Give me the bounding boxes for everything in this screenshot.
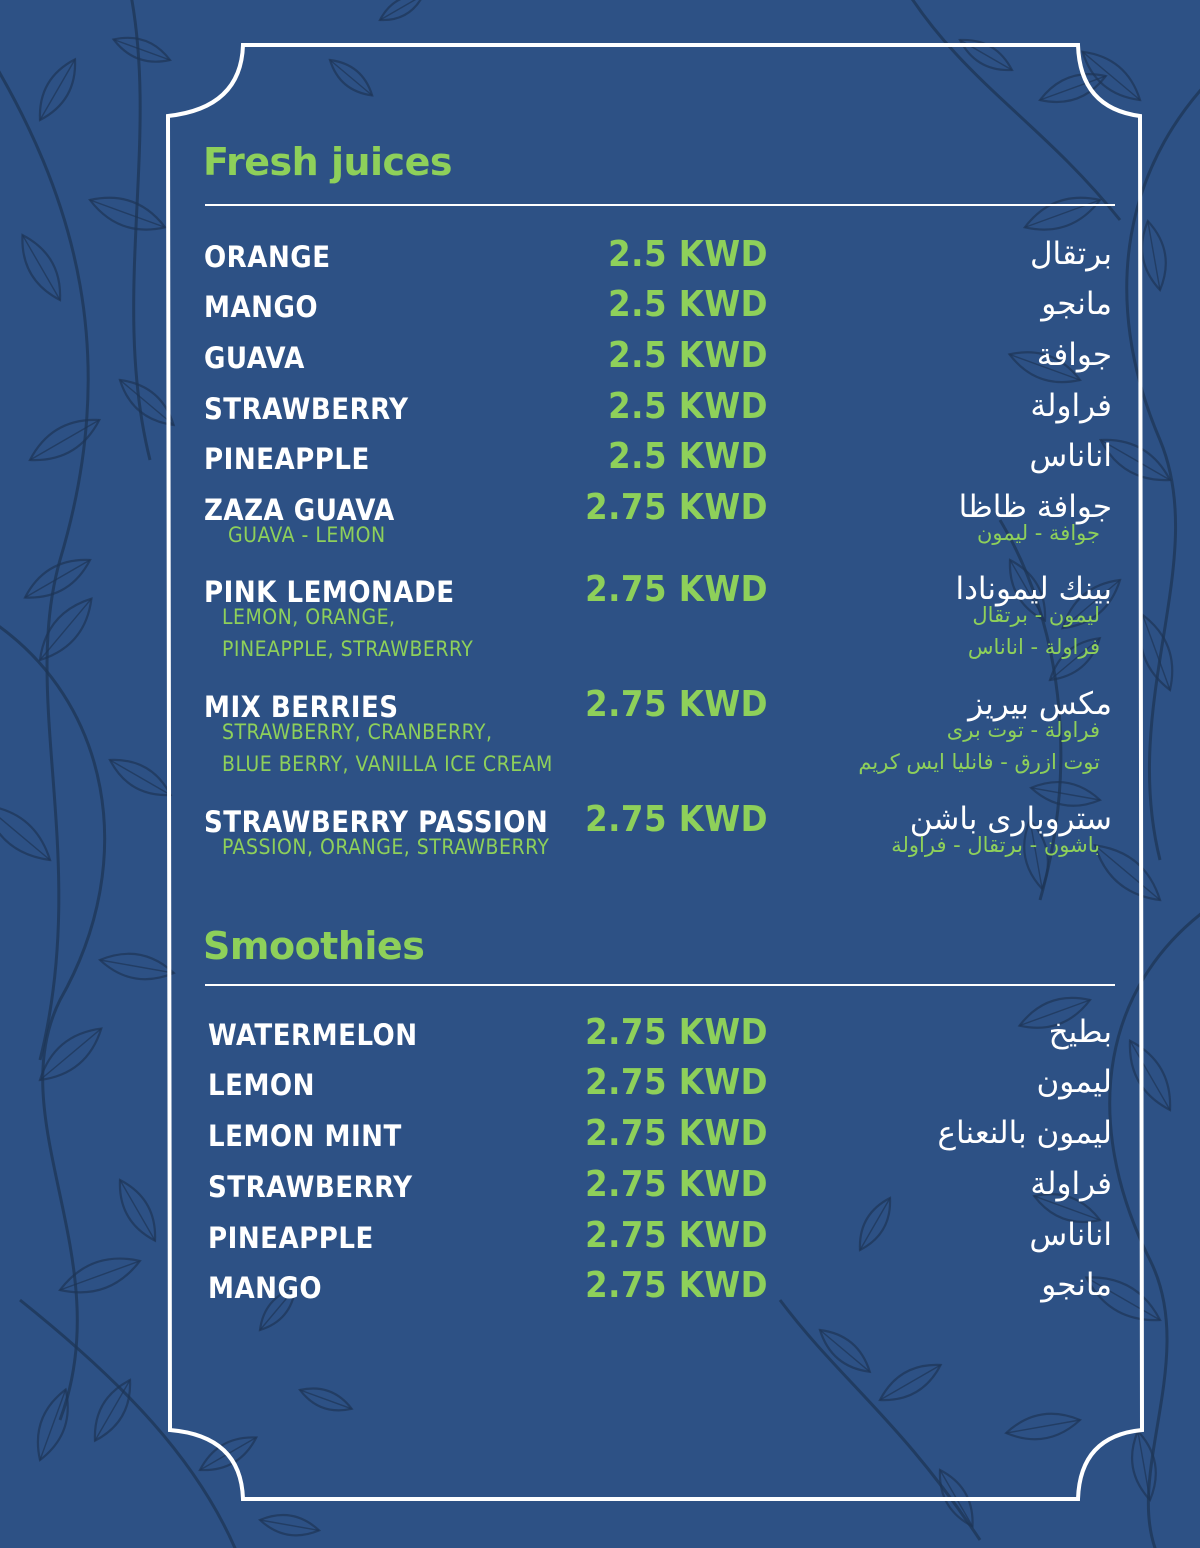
item-price: 2.5 KWD: [608, 335, 768, 376]
item-price: 2.75 KWD: [585, 1164, 768, 1205]
item-name-arabic: اناناس: [1029, 1217, 1112, 1253]
section-title: Smoothies: [203, 924, 425, 968]
item-price: 2.75 KWD: [585, 487, 768, 528]
item-name-arabic: برتقال: [1029, 236, 1112, 272]
item-name-arabic: اناناس: [1029, 438, 1112, 474]
item-ingredients-arabic: ليمون - برتقال: [972, 603, 1100, 627]
item-name: PINEAPPLE: [204, 442, 370, 476]
item-name-arabic: مكس بيريز: [968, 686, 1112, 722]
item-price: 2.5 KWD: [608, 234, 768, 275]
item-ingredients-arabic: باشون - برتقال - فراولة: [891, 833, 1100, 857]
item-name: MANGO: [204, 290, 319, 324]
section-title: Fresh juices: [203, 140, 452, 184]
item-ingredients-arabic: جوافة - ليمون: [976, 521, 1100, 545]
item-name-arabic: مانجو: [1041, 286, 1112, 322]
item-price: 2.5 KWD: [608, 436, 768, 477]
item-price: 2.75 KWD: [585, 1012, 768, 1053]
item-price: 2.75 KWD: [585, 1265, 768, 1306]
item-name: LEMON: [208, 1068, 315, 1102]
item-price: 2.5 KWD: [608, 386, 768, 427]
item-ingredients-arabic: فراولة - توت برى: [946, 718, 1100, 742]
item-name-arabic: بينك ليمونادا: [955, 571, 1112, 607]
item-name-arabic: مانجو: [1041, 1267, 1112, 1303]
item-price: 2.75 KWD: [585, 569, 768, 610]
item-name-arabic: فراولة: [1030, 1166, 1112, 1202]
item-price: 2.75 KWD: [585, 1113, 768, 1154]
section-divider: [205, 204, 1115, 206]
item-name-arabic: جوافة ظاظا: [958, 489, 1112, 525]
item-name: GUAVA: [204, 341, 305, 375]
item-name: STRAWBERRY PASSION: [204, 805, 549, 839]
item-name: PINK LEMONADE: [204, 575, 455, 609]
item-price: 2.75 KWD: [585, 799, 768, 840]
item-ingredients: STRAWBERRY, CRANBERRY,: [222, 720, 493, 744]
item-ingredients: PINEAPPLE, STRAWBERRY: [222, 637, 474, 661]
item-ingredients-arabic: فراولة - اناناس: [967, 635, 1100, 659]
section-divider: [205, 984, 1115, 986]
item-name-arabic: جوافة: [1036, 337, 1112, 373]
item-name: STRAWBERRY: [208, 1170, 413, 1204]
item-name-arabic: بطيخ: [1048, 1014, 1112, 1050]
item-name: LEMON MINT: [208, 1119, 402, 1153]
item-ingredients-arabic: توت ازرق - فانليا ايس كريم: [858, 750, 1100, 774]
item-name-arabic: ليمون بالنعناع: [937, 1115, 1112, 1151]
item-name: MANGO: [208, 1271, 323, 1305]
item-ingredients: PASSION, ORANGE, STRAWBERRY: [222, 835, 550, 859]
item-name: STRAWBERRY: [204, 392, 409, 426]
item-name-arabic: فراولة: [1030, 388, 1112, 424]
item-ingredients: GUAVA - LEMON: [228, 523, 386, 547]
item-name: PINEAPPLE: [208, 1221, 374, 1255]
item-name: WATERMELON: [208, 1018, 418, 1052]
item-ingredients: BLUE BERRY, VANILLA ICE CREAM: [222, 752, 553, 776]
item-price: 2.5 KWD: [608, 284, 768, 325]
item-name-arabic: ليمون: [1036, 1064, 1112, 1100]
item-price: 2.75 KWD: [585, 684, 768, 725]
item-ingredients: LEMON, ORANGE,: [222, 605, 396, 629]
item-name: ZAZA GUAVA: [204, 493, 395, 527]
item-name-arabic: ستروبارى باشن: [909, 801, 1112, 837]
item-price: 2.75 KWD: [585, 1215, 768, 1256]
item-price: 2.75 KWD: [585, 1062, 768, 1103]
item-name: MIX BERRIES: [204, 690, 399, 724]
item-name: ORANGE: [204, 240, 331, 274]
